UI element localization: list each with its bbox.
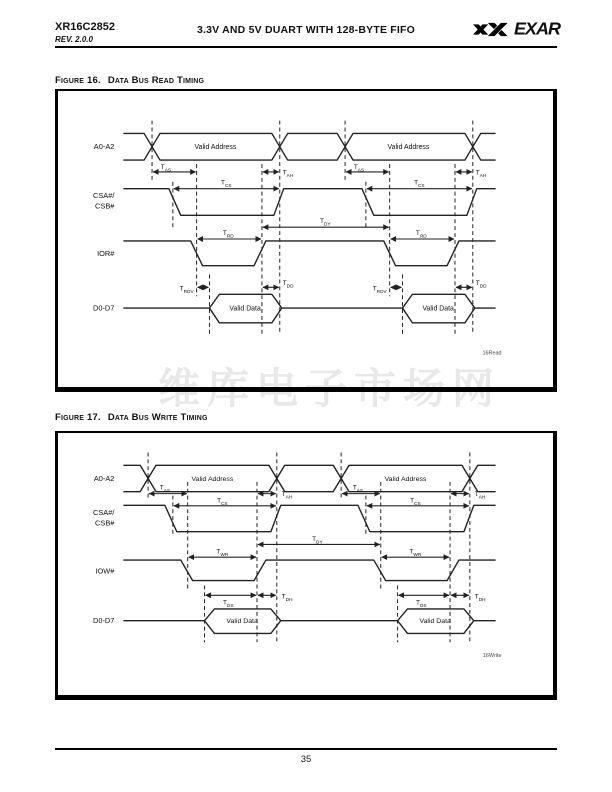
timing-label-tcs: $T_{CS}$ (221, 179, 232, 190)
figure16-caption-title: Data Bus Read Timing (107, 75, 205, 86)
signal-label-data: D0-D7 (92, 303, 115, 313)
valid-data-label: Valid Data (226, 618, 258, 626)
figure17-caption-title: Data Bus Write Timing (107, 412, 208, 423)
address-bus-waveform (123, 465, 495, 491)
timing-label-tas: $T_{AS}$ (159, 484, 171, 495)
timing-label-trd: $T_{RD}$ (222, 230, 234, 240)
exar-logo-mark-icon (473, 22, 511, 37)
figure17-caption-label: Figure 17. (55, 412, 101, 423)
timing-label-tas: $T_{AS}$ (352, 484, 364, 495)
exar-logo (473, 19, 560, 40)
valid-address-label: Valid Address (191, 475, 234, 483)
figure17-box (55, 431, 557, 700)
signal-label-csa: CSA#/ (92, 191, 115, 201)
timing-label-trd: $T_{RD}$ (415, 230, 427, 240)
timing-label-tah: $T_{AH}$ (282, 169, 294, 179)
chip-select-waveform (123, 189, 495, 216)
page-number: 35 (300, 754, 312, 765)
address-bus-waveform (123, 133, 495, 160)
figure16-caption (55, 75, 204, 86)
figure17-caption (55, 412, 208, 423)
timing-label-tdh: $T_{DH}$ (281, 593, 293, 604)
footer-rule (55, 748, 557, 750)
timing-label-tah: $T_{AH}$ (475, 169, 487, 179)
signal-label-csb: CSB# (95, 201, 115, 211)
figure16-caption-label: Figure 16. (55, 75, 101, 86)
signal-label-csa: CSA#/ (93, 508, 115, 518)
timing-label-trdv: $T_{RDV}$ (372, 285, 387, 295)
valid-data-label: Valid Data (422, 305, 454, 313)
address-bus-waveform (123, 133, 495, 160)
exar-logo-text: EXAR (513, 19, 560, 39)
signal-label-address: A0-A2 (93, 473, 115, 483)
signal-label-csb: CSB# (95, 518, 115, 528)
ior-waveform (123, 241, 495, 266)
valid-data-label: Valid Data (419, 618, 451, 626)
figure17-corner-note: 16Write (482, 652, 502, 659)
figure16-diagram (58, 91, 553, 387)
timing-label-tdh: $T_{DH}$ (474, 593, 486, 604)
timing-label-tcs: $T_{CS}$ (217, 497, 228, 507)
timing-label-tdy: $T_{DY}$ (312, 536, 323, 546)
signal-label-iow: IOW# (95, 566, 115, 576)
timing-label-tdd: $T_{DD}$ (475, 279, 487, 290)
figure16-corner-note: 16Read (482, 350, 502, 357)
timing-label-trdv: $T_{RDV}$ (179, 285, 194, 295)
timing-label-tds: $T_{DS}$ (416, 599, 427, 610)
valid-address-label: Valid Address (387, 144, 430, 152)
address-bus-waveform (123, 465, 495, 491)
header-revision: REV. 2.0.0 (55, 35, 93, 44)
timing-label-tah: $T_{AH}$ (281, 491, 293, 501)
timing-label-tdy: $T_{DY}$ (320, 218, 331, 228)
timing-label-tcs: $T_{CS}$ (410, 497, 421, 507)
header-doc-title: 3.3V AND 5V DUART WITH 128-BYTE FIFO (196, 24, 415, 36)
valid-address-label: Valid Address (384, 475, 427, 483)
watermark: 维库电子市场网 (158, 365, 502, 412)
header-part-number: XR16C2852 (55, 21, 115, 33)
timing-label-twr: $T_{WR}$ (216, 548, 229, 559)
signal-label-ior: IOR# (97, 248, 115, 258)
timing-label-twr: $T_{WR}$ (409, 548, 422, 559)
timing-label-tcs: $T_{CS}$ (414, 179, 425, 190)
signal-label-data: D0-D7 (93, 616, 115, 626)
signal-label-address: A0-A2 (93, 142, 115, 152)
chip-select-waveform (123, 505, 495, 531)
valid-data-label: Valid Data (229, 305, 261, 313)
figure16-box (55, 89, 557, 392)
iow-waveform (123, 560, 495, 581)
timing-label-tas: $T_{AS}$ (353, 163, 365, 174)
figure17-diagram (58, 433, 553, 695)
timing-label-tds: $T_{DS}$ (223, 599, 234, 610)
header-rule (55, 46, 557, 48)
timing-label-tah: $T_{AH}$ (474, 491, 486, 501)
valid-address-label: Valid Address (194, 144, 237, 152)
timing-label-tdd: $T_{DD}$ (282, 279, 294, 290)
timing-label-tas: $T_{AS}$ (160, 163, 172, 174)
